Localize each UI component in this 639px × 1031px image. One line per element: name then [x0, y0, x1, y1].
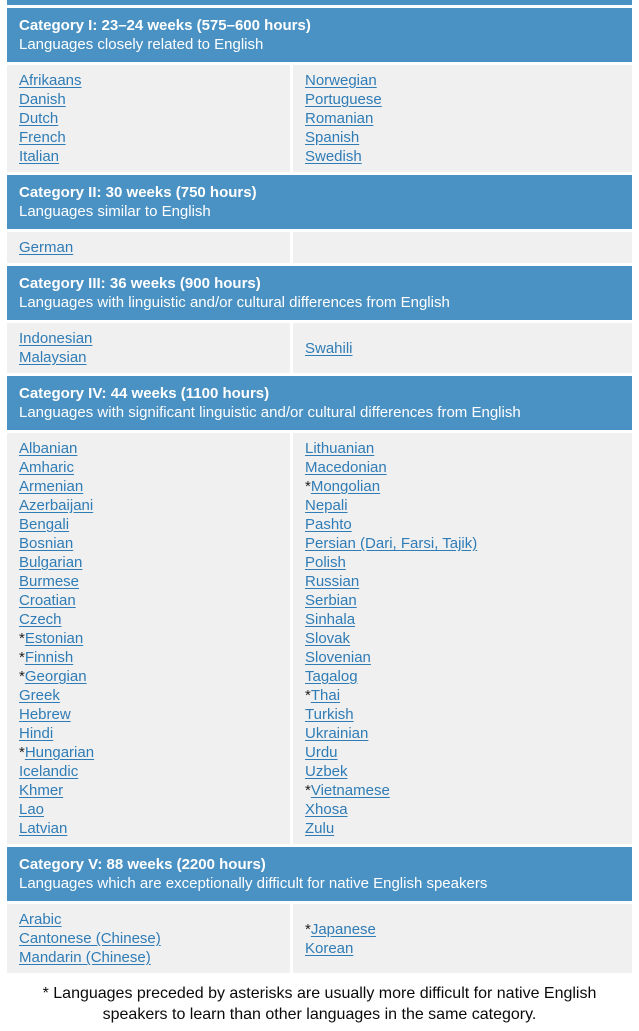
language-line	[305, 477, 620, 496]
language-link[interactable]: French	[19, 129, 66, 146]
asterisk-marker: *	[305, 687, 311, 704]
language-line	[305, 439, 620, 458]
language-link[interactable]: Indonesian	[19, 330, 93, 347]
category-languages-row	[7, 904, 632, 973]
language-line	[19, 743, 278, 762]
language-link[interactable]: Romanian	[305, 110, 374, 127]
language-link[interactable]: Italian	[19, 148, 60, 165]
language-line	[305, 686, 620, 705]
language-line	[19, 781, 278, 800]
language-line	[305, 128, 620, 147]
language-link[interactable]: Icelandic	[19, 763, 79, 780]
language-link[interactable]: Hungarian	[24, 744, 95, 761]
category-languages-col1	[7, 904, 290, 973]
category-title: Category II: 30 weeks (750 hours)	[19, 184, 257, 201]
language-line	[305, 610, 620, 629]
language-link[interactable]: Swedish	[305, 148, 362, 165]
language-line	[305, 496, 620, 515]
language-link[interactable]: Burmese	[19, 573, 80, 590]
category-title: Category III: 36 weeks (900 hours)	[19, 275, 261, 292]
language-link[interactable]: Greek	[19, 687, 60, 704]
language-line	[305, 629, 620, 648]
language-link[interactable]: Latvian	[19, 820, 68, 837]
language-link[interactable]: Macedonian	[305, 459, 387, 476]
category-title: Category I: 23–24 weeks (575–600 hours)	[19, 17, 311, 34]
category-subtitle: Languages with linguistic and/or cultural differences from English	[19, 294, 450, 311]
category-header-row	[7, 8, 632, 62]
language-line	[305, 515, 620, 534]
language-line	[305, 553, 620, 572]
category-header	[7, 266, 632, 320]
language-link[interactable]: Croatian	[19, 592, 76, 609]
category-header	[7, 8, 632, 62]
language-line	[19, 629, 278, 648]
language-line	[19, 477, 278, 496]
category-header-row	[7, 847, 632, 901]
language-line	[305, 591, 620, 610]
language-line	[305, 800, 620, 819]
language-link[interactable]: Arabic	[19, 911, 62, 928]
category-languages-col1	[7, 323, 290, 373]
language-link[interactable]: Dutch	[19, 110, 59, 127]
language-link[interactable]: Danish	[19, 91, 66, 108]
language-link[interactable]: Czech	[19, 611, 62, 628]
language-line	[305, 724, 620, 743]
language-line	[305, 147, 620, 166]
language-line	[19, 147, 278, 166]
language-link[interactable]: Estonian	[24, 630, 84, 647]
language-link[interactable]: Malaysian	[19, 349, 87, 366]
language-link[interactable]: Mandarin (Chinese)	[19, 949, 151, 966]
language-link[interactable]: Georgian	[24, 668, 87, 685]
category-subtitle: Languages which are exceptionally difficult for native English speakers	[19, 875, 488, 892]
category-languages-col2	[293, 65, 632, 172]
category-languages-col1	[7, 232, 290, 263]
language-line	[19, 439, 278, 458]
language-link[interactable]: Khmer	[19, 782, 64, 799]
language-difficulty-table	[4, 5, 635, 976]
language-link[interactable]: Zulu	[305, 820, 335, 837]
category-languages-col2	[293, 232, 632, 263]
asterisk-marker: *	[19, 744, 25, 761]
language-line	[19, 572, 278, 591]
category-title: Category IV: 44 weeks (1100 hours)	[19, 385, 270, 402]
language-line	[305, 667, 620, 686]
language-line	[305, 458, 620, 477]
language-link[interactable]: Sinhala	[305, 611, 356, 628]
category-languages-col1	[7, 433, 290, 844]
language-link[interactable]: Amharic	[19, 459, 75, 476]
language-link[interactable]: Vietnamese	[310, 782, 390, 799]
language-line	[305, 920, 620, 939]
language-line	[19, 128, 278, 147]
language-link[interactable]: Bengali	[19, 516, 70, 533]
language-line	[305, 534, 620, 553]
language-line	[305, 572, 620, 591]
language-link[interactable]: German	[19, 239, 74, 256]
language-line	[19, 762, 278, 781]
language-line	[19, 929, 278, 948]
language-line	[305, 939, 620, 958]
language-line	[305, 109, 620, 128]
language-link[interactable]: Bulgarian	[19, 554, 83, 571]
language-line	[19, 71, 278, 90]
language-link[interactable]: Turkish	[305, 706, 354, 723]
language-line	[19, 819, 278, 838]
asterisk-marker: *	[19, 668, 25, 685]
asterisk-marker: *	[305, 920, 311, 938]
asterisk-marker: *	[305, 782, 311, 799]
language-link[interactable]: Norwegian	[305, 72, 377, 89]
category-subtitle: Languages with significant linguistic and/or cultural differences from English	[19, 404, 521, 421]
language-link[interactable]: Xhosa	[305, 801, 348, 818]
language-line	[19, 496, 278, 515]
language-link[interactable]: Urdu	[305, 744, 338, 761]
language-link[interactable]: Pashto	[305, 516, 352, 533]
category-languages-col1	[7, 65, 290, 172]
language-line	[19, 591, 278, 610]
language-line	[19, 648, 278, 667]
language-line	[19, 534, 278, 553]
asterisk-marker: *	[19, 649, 25, 666]
category-header	[7, 376, 632, 430]
asterisk-marker: *	[305, 478, 311, 495]
language-link[interactable]: Spanish	[305, 129, 360, 146]
category-languages-row	[7, 232, 632, 263]
language-link[interactable]: Hebrew	[19, 706, 71, 723]
language-link[interactable]: Hindi	[19, 725, 54, 742]
language-line	[305, 762, 620, 781]
language-link[interactable]: Persian (Dari, Farsi, Tajik)	[305, 535, 478, 552]
language-line	[305, 71, 620, 90]
language-link[interactable]: Thai	[310, 687, 341, 704]
language-line	[19, 348, 278, 367]
language-link[interactable]: Armenian	[19, 478, 84, 495]
language-link[interactable]: Russian	[305, 573, 360, 590]
language-link[interactable]: Bosnian	[19, 535, 74, 552]
category-header-row	[7, 376, 632, 430]
language-link[interactable]: Mongolian	[310, 478, 381, 495]
language-link[interactable]: Lao	[19, 801, 45, 818]
language-line	[305, 819, 620, 838]
language-line	[19, 610, 278, 629]
language-link[interactable]: Uzbek	[305, 763, 348, 780]
category-languages-col2	[293, 433, 632, 844]
category-header-row	[7, 175, 632, 229]
language-line	[19, 553, 278, 572]
language-link[interactable]: Slovenian	[305, 649, 371, 666]
language-line	[19, 948, 278, 967]
language-line	[305, 743, 620, 762]
language-line	[19, 705, 278, 724]
language-link[interactable]: Afrikaans	[19, 72, 82, 89]
language-link[interactable]: Tagalog	[305, 668, 358, 685]
category-header	[7, 175, 632, 229]
language-line	[19, 667, 278, 686]
language-line	[305, 648, 620, 667]
category-languages-row	[7, 433, 632, 844]
language-link[interactable]: Slovak	[305, 630, 351, 647]
language-link[interactable]: Korean	[305, 939, 354, 957]
language-link[interactable]: Serbian	[305, 592, 357, 609]
category-languages-col2	[293, 323, 632, 373]
language-line	[19, 238, 278, 257]
language-line	[19, 800, 278, 819]
language-link[interactable]: Ukrainian	[305, 725, 369, 742]
category-languages-row	[7, 65, 632, 172]
language-line	[305, 339, 620, 358]
language-link[interactable]: Nepali	[305, 497, 348, 514]
language-link[interactable]: Lithuanian	[305, 440, 375, 457]
footnote: * Languages preceded by asterisks are usually more difficult for native English speakers to learn than other languages in the same category.	[42, 985, 597, 1023]
language-line	[19, 515, 278, 534]
language-link[interactable]: Azerbaijani	[19, 497, 94, 514]
asterisk-marker: *	[19, 630, 25, 647]
language-link[interactable]: Japanese	[310, 920, 376, 938]
language-line	[19, 724, 278, 743]
language-line	[19, 90, 278, 109]
language-link[interactable]: Finnish	[24, 649, 74, 666]
language-line	[19, 686, 278, 705]
category-header	[7, 847, 632, 901]
category-title: Category V: 88 weeks (2200 hours)	[19, 856, 266, 873]
language-line	[305, 705, 620, 724]
language-line	[19, 458, 278, 477]
language-line	[305, 781, 620, 800]
language-line	[305, 90, 620, 109]
language-line	[19, 109, 278, 128]
category-subtitle: Languages closely related to English	[19, 36, 264, 53]
language-line	[19, 910, 278, 929]
category-languages-col2	[293, 904, 632, 973]
language-link[interactable]: Cantonese (Chinese)	[19, 930, 161, 947]
language-line	[19, 329, 278, 348]
language-link[interactable]: Swahili	[305, 339, 353, 357]
category-header-row	[7, 266, 632, 320]
language-link[interactable]: Polish	[305, 554, 346, 571]
language-link[interactable]: Portuguese	[305, 91, 382, 108]
category-subtitle: Languages similar to English	[19, 203, 211, 220]
category-languages-row	[7, 323, 632, 373]
language-link[interactable]: Albanian	[19, 440, 78, 457]
